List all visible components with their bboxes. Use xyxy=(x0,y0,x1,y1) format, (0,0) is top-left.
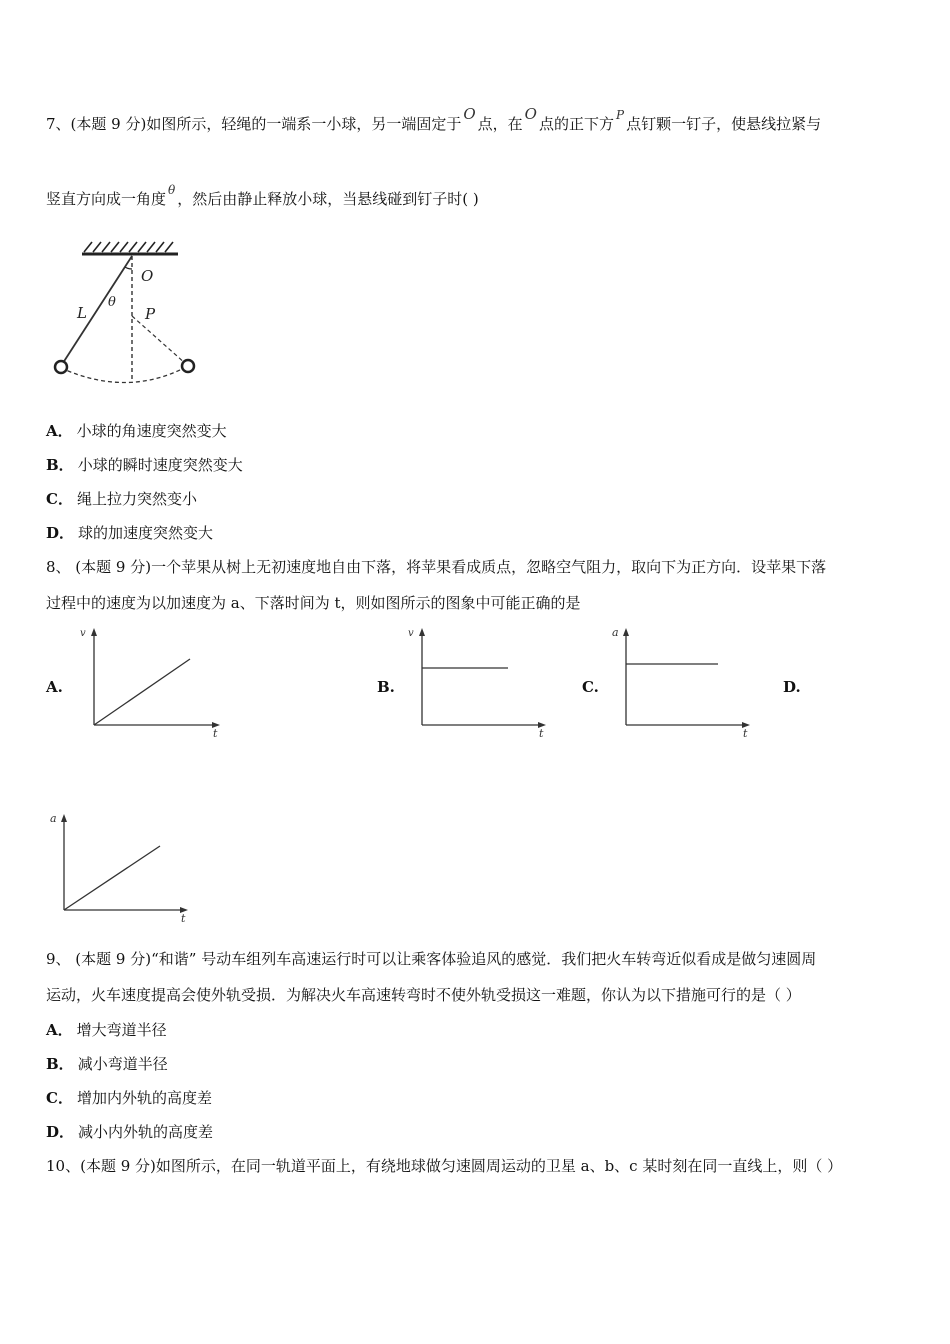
q8-line2: 过程中的速度为以加速度为 a、下落时间为 t，则如图所示的图象中可能正确的是 xyxy=(46,594,581,612)
y-arrow xyxy=(91,628,97,636)
graph-a xyxy=(76,622,226,742)
y-label: a xyxy=(50,812,57,825)
q8-graph-label-c[interactable]: C. xyxy=(582,678,599,696)
string-line xyxy=(61,256,132,366)
label-P: P xyxy=(145,305,156,323)
q7-option-c[interactable]: C． 绳上拉力突然变小 xyxy=(46,490,197,508)
x-label: t xyxy=(181,912,186,925)
pendulum-figure xyxy=(48,238,208,398)
q8-graph-label-b[interactable]: B. xyxy=(377,678,395,696)
q9-option-b[interactable]: B． 减小弯道半径 xyxy=(46,1055,168,1073)
var-O: O xyxy=(463,105,476,123)
q8-graph-label-d[interactable]: D. xyxy=(783,678,801,696)
graph-d-line xyxy=(64,846,160,910)
q9-option-a[interactable]: A． 增大弯道半径 xyxy=(46,1021,167,1039)
q7-option-a[interactable]: A． 小球的角速度突然变大 xyxy=(46,422,227,440)
ceiling-hatch xyxy=(84,242,173,252)
label-L: L xyxy=(77,304,87,322)
y-label: a xyxy=(612,626,619,639)
angle-arc xyxy=(125,267,132,269)
y-arrow xyxy=(623,628,629,636)
graph-a-line xyxy=(94,659,190,725)
q9-line2: 运动，火车速度提高会使外轨受损．为解决火车高速转弯时不使外轨受损这一难题，你认为以下措施可行的是（ ） xyxy=(46,986,801,1004)
label-O: O xyxy=(141,267,154,285)
x-label: t xyxy=(743,727,748,740)
q10-line1: 10、(本题 9 分)如图所示，在同一轨道平面上，有绕地球做匀速圆周运动的卫星 a、b、c 某时刻在同一直线上，则（ ） xyxy=(46,1157,843,1175)
graph-b xyxy=(404,622,554,742)
graph-d xyxy=(46,810,196,930)
q9-option-c[interactable]: C． 增加内外轨的高度差 xyxy=(46,1089,212,1107)
q9-option-d[interactable]: D． 减小内外轨的高度差 xyxy=(46,1123,214,1141)
y-label: v xyxy=(80,628,86,639)
q7-option-d[interactable]: D． 球的加速度突然变大 xyxy=(46,524,214,542)
q7-line2: 竖直方向成一角度 $^\theta$ ，然后由静止释放小球，当悬线碰到钉子时( ) xyxy=(46,183,479,208)
ball-right xyxy=(182,360,194,372)
x-label: t xyxy=(213,727,218,740)
q7-option-b[interactable]: B． 小球的瞬时速度突然变大 xyxy=(46,456,243,474)
q8-graph-label-a[interactable]: A. xyxy=(46,678,63,696)
q9-line1: 9、 (本题 9 分)“和谐” 号动车组列车高速运行时可以让乘客体验追风的感觉．我们把火车转弯近似看成是做匀速圆周 xyxy=(46,950,817,968)
arc-path xyxy=(61,366,188,383)
q7-line1: 7、(本题 9 分)如图所示，轻绳的一端系一小球，另一端固定于O点，在O点的正下方 $^P$ 点钉颗一钉子，使悬线拉紧与 xyxy=(46,105,822,133)
y-arrow xyxy=(61,814,67,822)
var-P: P xyxy=(616,108,625,122)
rebound-dashed-line xyxy=(132,316,186,364)
x-label: t xyxy=(539,727,544,740)
var-O: O xyxy=(524,105,537,123)
q8-line1: 8、 (本题 9 分)一个苹果从树上无初速度地自由下落，将苹果看成质点，忽略空气阻力，取向下为正方向．设苹果下落 xyxy=(46,558,827,576)
var-theta: θ xyxy=(168,183,176,197)
y-label: v xyxy=(408,628,414,639)
ball-left xyxy=(55,361,67,373)
y-arrow xyxy=(419,628,425,636)
label-theta: θ xyxy=(108,295,116,310)
graph-c xyxy=(608,622,758,742)
